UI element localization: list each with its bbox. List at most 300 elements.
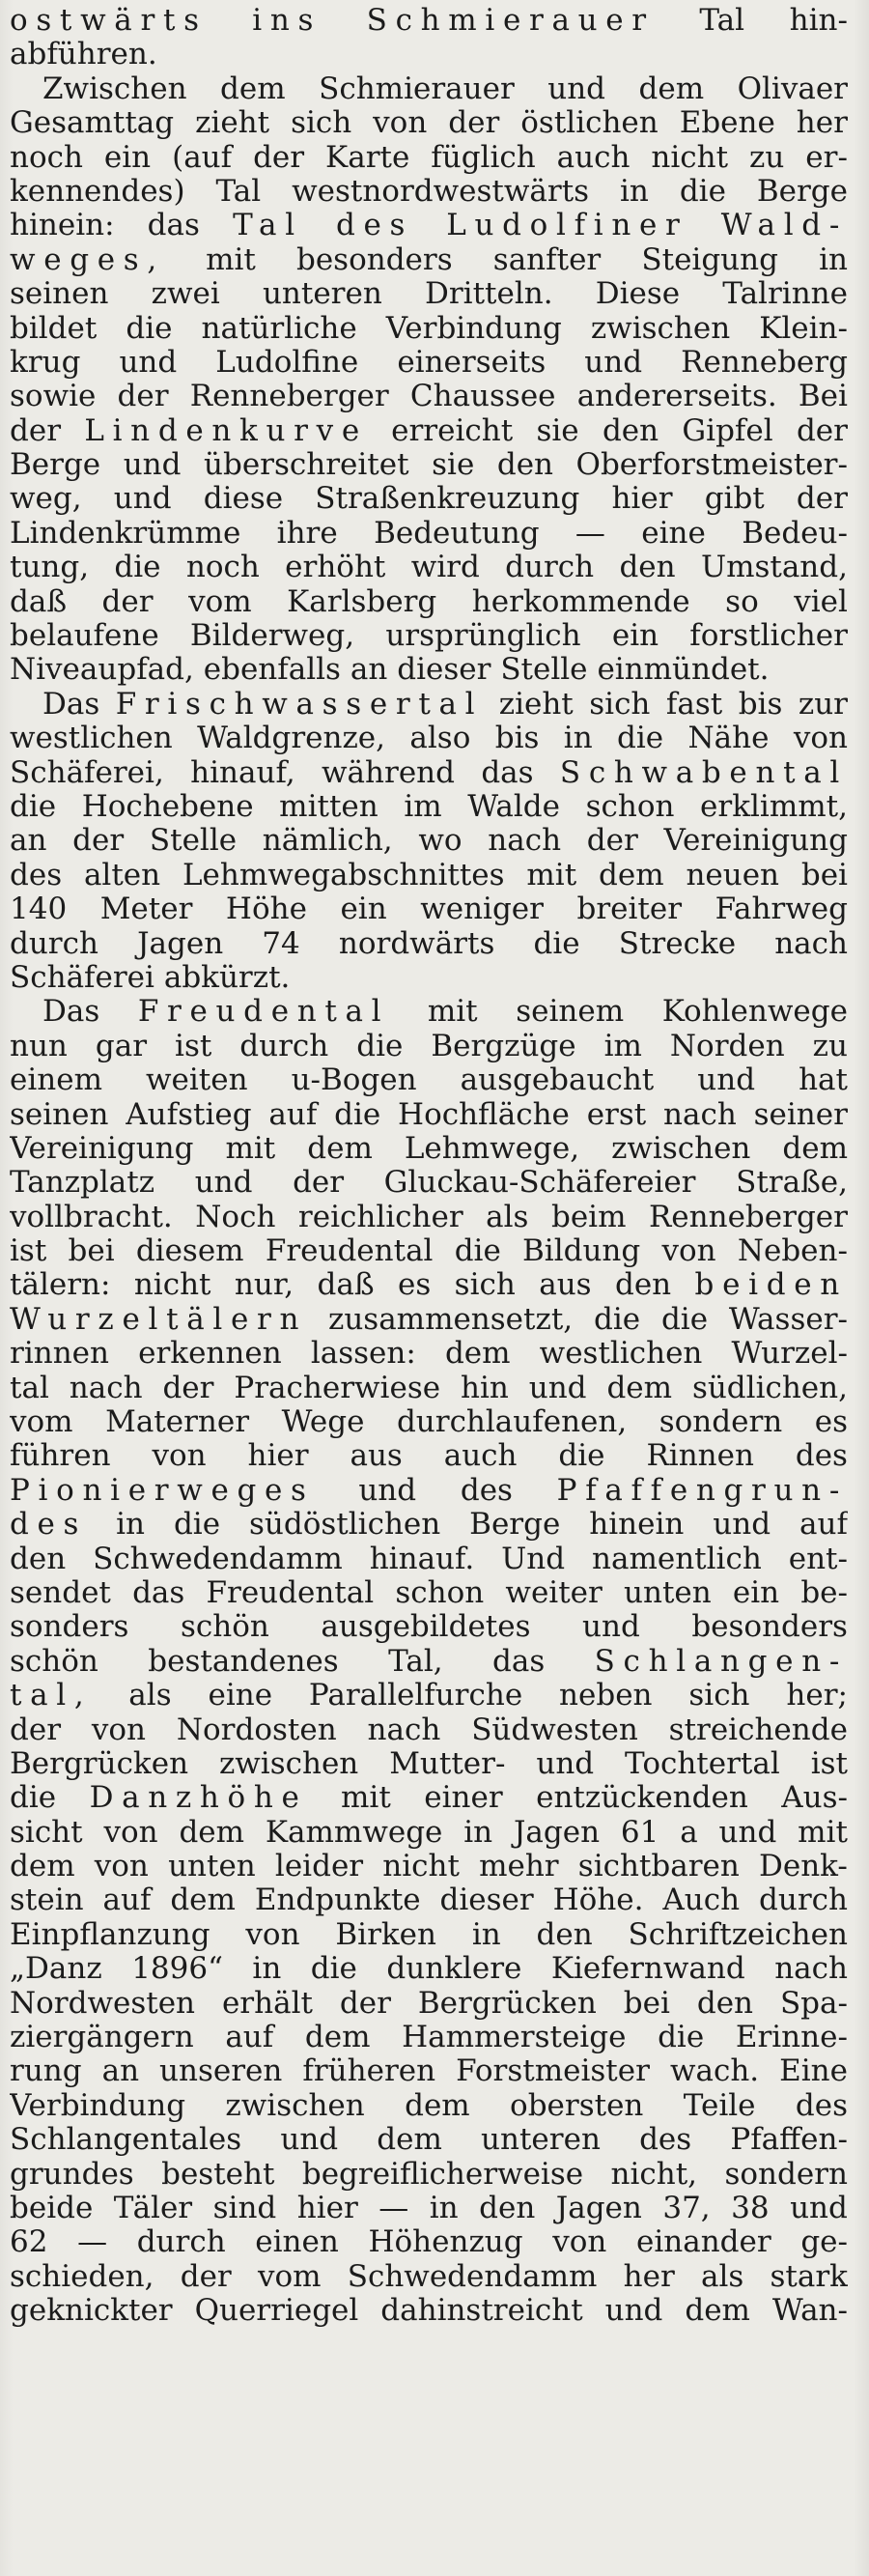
word: besteht xyxy=(161,2157,275,2192)
word: bestandenes xyxy=(148,1644,339,1679)
text-line xyxy=(10,1781,848,1815)
word: Nordosten xyxy=(176,1713,337,1747)
word: Schäferei xyxy=(10,960,154,995)
word: Bilderweg, xyxy=(189,619,355,654)
word: im xyxy=(404,789,442,824)
word: stark xyxy=(770,2259,848,2294)
word: Neben- xyxy=(737,1234,848,1269)
word: ein xyxy=(340,892,387,927)
word: Straßenkreuzung xyxy=(315,482,580,517)
word: auf xyxy=(102,1883,152,1918)
word: es xyxy=(814,1405,848,1440)
word: Lindenkrümme xyxy=(10,516,241,551)
word: erkennen xyxy=(138,1337,282,1372)
word: einen xyxy=(255,2225,339,2260)
word: krug xyxy=(10,345,81,380)
text-line xyxy=(10,2294,848,2328)
word: unteren xyxy=(481,2123,601,2158)
word: aus xyxy=(350,1439,403,1474)
word: hinauf. xyxy=(369,1542,475,1576)
word: hinauf, xyxy=(190,755,295,790)
word: ist xyxy=(810,1746,848,1781)
word: durch xyxy=(136,2225,226,2260)
word: südöstlichen xyxy=(249,1508,441,1543)
word: nach xyxy=(69,1371,143,1405)
word: be- xyxy=(800,1575,848,1610)
word: füglich xyxy=(431,140,536,175)
word: sie xyxy=(432,448,475,483)
word: nicht xyxy=(651,140,729,175)
word: das xyxy=(481,755,534,790)
text-line xyxy=(10,961,848,995)
text-line xyxy=(10,346,848,380)
word: eine xyxy=(208,1679,273,1713)
word: Berge xyxy=(10,448,101,483)
word: westlichen xyxy=(10,722,173,756)
word: schön xyxy=(180,1610,269,1645)
word: Schlangentales xyxy=(10,2123,242,2158)
word: den xyxy=(619,551,676,585)
text-line xyxy=(10,1508,848,1542)
text-line xyxy=(10,2260,848,2294)
word: geknickter xyxy=(10,2294,173,2329)
spaced-word: Freudental xyxy=(137,995,390,1030)
word: erreicht xyxy=(391,413,514,448)
word: Niveaupfad, xyxy=(10,653,194,688)
word: den xyxy=(602,413,659,448)
word: unten xyxy=(624,1575,712,1610)
word: auch xyxy=(443,1439,518,1474)
word: bei xyxy=(623,1986,670,2021)
word: obersten xyxy=(510,2088,644,2123)
word: Waldgrenze, xyxy=(197,722,386,756)
word: ist xyxy=(175,1029,212,1063)
word: her xyxy=(623,2259,675,2294)
word: südlichen, xyxy=(691,1371,848,1405)
word: Verbindung xyxy=(385,311,562,346)
word: — xyxy=(77,2225,108,2260)
word: nämlich, xyxy=(262,824,393,859)
word: nordwärts xyxy=(338,926,495,961)
word: Schmierauer xyxy=(319,71,515,106)
word: in xyxy=(819,242,848,277)
word: überschreitet xyxy=(204,448,409,483)
word: bis xyxy=(738,687,783,722)
spaced-word: ins xyxy=(252,4,322,38)
word: die xyxy=(593,1302,641,1337)
spaced-word: Danzhöhe xyxy=(89,1781,308,1816)
word: des xyxy=(795,1439,848,1474)
text-line xyxy=(10,756,848,790)
word: durch xyxy=(239,1029,329,1063)
word: tälern: xyxy=(10,1268,111,1303)
word: Jagen xyxy=(137,926,224,961)
text-line xyxy=(10,585,848,619)
word: Schriftzeichen xyxy=(628,1917,848,1952)
word: — xyxy=(378,2192,409,2225)
word: bildet xyxy=(10,311,98,346)
word: so xyxy=(725,584,759,619)
word: Aufstieg xyxy=(126,1097,252,1132)
word: 37, xyxy=(662,2192,711,2225)
word: in xyxy=(429,2192,459,2225)
word: nach xyxy=(663,1097,737,1132)
word: die xyxy=(658,2021,705,2055)
word: 140 xyxy=(10,892,68,927)
word: östlichen xyxy=(520,106,659,141)
text-line xyxy=(10,1850,848,1883)
text-line xyxy=(10,243,848,277)
word: und xyxy=(358,1473,417,1508)
word: sowie xyxy=(10,380,97,414)
word: Bei xyxy=(798,380,848,414)
word: in xyxy=(563,722,593,756)
word: durch xyxy=(759,1883,848,1918)
word: begreiflicherweise xyxy=(301,2157,584,2192)
word: hinein xyxy=(589,1508,685,1543)
word: Jagen xyxy=(513,1815,601,1850)
spaced-word: Schwabental xyxy=(559,755,848,790)
word: an xyxy=(350,653,388,688)
word: Mutter- xyxy=(389,1746,506,1781)
word: nur, xyxy=(234,1268,294,1303)
word: ist xyxy=(10,1234,47,1269)
text-line xyxy=(10,653,848,687)
word: Ludolfine xyxy=(215,345,359,380)
word: Bedeutung xyxy=(374,516,540,551)
word: besonders xyxy=(691,1610,848,1645)
word: von xyxy=(103,1815,158,1850)
word: streichende xyxy=(668,1713,848,1747)
word: dem xyxy=(220,71,286,106)
word: schon xyxy=(395,1575,485,1610)
word: bei xyxy=(800,858,848,892)
word: es xyxy=(397,1268,432,1303)
word: diese xyxy=(203,482,284,517)
text-line xyxy=(10,892,848,926)
word: dem xyxy=(307,1131,373,1166)
word: Bedeu- xyxy=(742,516,848,551)
spaced-word: des xyxy=(10,1508,88,1543)
word: Hochfläche xyxy=(398,1097,570,1132)
text-line xyxy=(10,448,848,482)
text-line xyxy=(10,1303,848,1337)
word: andererseits. xyxy=(576,380,777,414)
word: die xyxy=(660,1302,709,1337)
word: den xyxy=(496,448,553,483)
word: Pracherwiese xyxy=(234,1371,441,1405)
word: hinein: xyxy=(10,209,115,243)
text-line xyxy=(10,209,848,242)
word: Karte xyxy=(325,140,410,175)
word: tal xyxy=(10,1371,49,1405)
word: sicht xyxy=(10,1815,83,1850)
word: auf xyxy=(799,1508,848,1543)
word: namentlich xyxy=(592,1542,762,1576)
word: Das xyxy=(42,687,100,722)
word: von xyxy=(373,106,428,141)
word: Berge xyxy=(756,174,848,209)
word: einer xyxy=(424,1781,503,1816)
word: er- xyxy=(805,140,848,175)
word: der xyxy=(448,106,500,141)
word: natürliche xyxy=(201,311,357,346)
word: und xyxy=(790,2192,848,2225)
text-line xyxy=(10,1713,848,1747)
word: Birken xyxy=(335,1917,436,1952)
word: Stelle xyxy=(500,653,588,688)
word: diesem xyxy=(135,1234,244,1269)
text-line xyxy=(10,1883,848,1917)
word: Schwedendamm xyxy=(93,1542,343,1576)
text-line xyxy=(10,1063,848,1097)
text-line xyxy=(10,1439,848,1473)
word: die xyxy=(126,311,173,346)
word: als xyxy=(486,1200,529,1234)
text-line xyxy=(10,1405,848,1439)
word: ausgebaucht xyxy=(460,1063,655,1098)
word: Lehmwegabschnittes xyxy=(182,858,505,892)
spaced-word: Wurzeltälern xyxy=(10,1302,308,1337)
word: rung xyxy=(10,2054,82,2089)
word: Stelle xyxy=(149,824,238,859)
word: zwischen xyxy=(225,2088,365,2123)
text-line xyxy=(10,2054,848,2088)
word: den xyxy=(10,1542,67,1576)
word: sondern xyxy=(724,2157,848,2192)
word: lassen: xyxy=(310,1337,416,1372)
word: Lehmwege, xyxy=(404,1131,580,1166)
word: ebenfalls xyxy=(203,653,341,688)
word: mit xyxy=(341,1781,391,1816)
word: weg, xyxy=(10,482,82,517)
word: nach xyxy=(774,1952,848,1987)
word: sichtbaren xyxy=(577,1850,740,1884)
word: alten xyxy=(83,858,161,892)
word: weiter xyxy=(505,1575,603,1610)
word: sich xyxy=(291,106,352,141)
word: Das xyxy=(42,995,100,1030)
word: nicht, xyxy=(610,2157,698,2192)
word: nach xyxy=(367,1713,441,1747)
word: schieden, xyxy=(10,2259,154,2294)
word: des xyxy=(460,1473,513,1508)
word: entzückenden xyxy=(536,1781,748,1816)
word: zusammensetzt, xyxy=(327,1302,574,1337)
word: den xyxy=(536,1917,593,1952)
word: hin- xyxy=(789,4,848,38)
word: früheren xyxy=(302,2054,436,2089)
word: von xyxy=(94,1850,149,1884)
word: a xyxy=(680,1815,698,1850)
word: unseren xyxy=(159,2054,283,2089)
word: Gipfel xyxy=(682,413,773,448)
word: Klein- xyxy=(759,311,848,346)
spaced-word: tal, xyxy=(10,1679,93,1713)
word: und xyxy=(604,2294,663,2329)
word: von xyxy=(552,2225,607,2260)
word: dem xyxy=(444,1337,511,1372)
word: Renneberger xyxy=(189,380,389,414)
word: erst xyxy=(586,1097,647,1132)
word: den xyxy=(696,1986,753,2021)
word: her xyxy=(796,106,848,141)
word: einmündet. xyxy=(597,653,770,688)
word: gar xyxy=(95,1029,148,1063)
word: des xyxy=(639,2123,692,2158)
text-line xyxy=(10,824,848,858)
word: abkürzt. xyxy=(163,960,291,995)
text-line xyxy=(10,38,848,71)
word: Höhenzug xyxy=(368,2225,523,2260)
word: nun xyxy=(10,1029,68,1063)
spaced-word: beiden xyxy=(694,1268,848,1303)
word: auf xyxy=(268,1097,318,1132)
word: zur xyxy=(798,687,848,722)
word: nicht xyxy=(133,1268,211,1303)
word: dem xyxy=(179,1815,245,1850)
word: hin xyxy=(460,1371,509,1405)
text-line xyxy=(10,1918,848,1952)
word: Rinnen xyxy=(646,1439,754,1474)
word: dem xyxy=(405,2088,470,2123)
word: Nordwesten xyxy=(10,1986,196,2021)
word: dunklere xyxy=(386,1952,522,1987)
word: Teile xyxy=(683,2088,756,2123)
word: mit xyxy=(427,995,478,1030)
paragraph xyxy=(10,72,848,688)
word: hat xyxy=(799,1063,848,1098)
text-line xyxy=(10,72,848,106)
word: zwischen xyxy=(218,1746,359,1781)
word: der xyxy=(253,140,305,175)
word: Berge xyxy=(469,1508,561,1543)
word: Bergrücken xyxy=(417,1986,597,2021)
word: Nähe xyxy=(687,722,770,756)
text-line xyxy=(10,1952,848,1986)
text-line xyxy=(10,2158,848,2192)
word: 1896“ xyxy=(131,1952,223,1987)
text-line xyxy=(10,1132,848,1166)
word: Gesamttag xyxy=(10,106,175,141)
word: sich xyxy=(454,1268,516,1303)
word: Und xyxy=(501,1542,566,1576)
word: daß xyxy=(317,1268,375,1303)
text-line xyxy=(10,1201,848,1234)
word: reichlicher xyxy=(297,1200,463,1234)
word: Wan- xyxy=(771,2294,848,2329)
word: als xyxy=(128,1679,172,1713)
word: und xyxy=(713,1508,771,1543)
text-line xyxy=(10,175,848,209)
text-line xyxy=(10,1610,848,1644)
word: des xyxy=(795,2088,848,2123)
text-line xyxy=(10,859,848,892)
word: her; xyxy=(786,1679,848,1713)
word: tung, xyxy=(10,551,90,585)
text-line xyxy=(10,1030,848,1063)
word: viel xyxy=(794,584,848,619)
word: dieser xyxy=(439,1883,534,1918)
word: rinnen xyxy=(10,1337,109,1372)
word: daß xyxy=(10,584,68,619)
word: und xyxy=(119,345,178,380)
word: dem xyxy=(10,1850,75,1884)
word: und xyxy=(280,2123,339,2158)
word: ein xyxy=(732,1575,780,1610)
word: die xyxy=(533,926,580,961)
word: der xyxy=(10,1713,62,1747)
word: neben xyxy=(559,1679,653,1713)
word: an xyxy=(101,2054,140,2089)
word: Umstand, xyxy=(700,551,848,585)
word: Schwedendamm xyxy=(347,2259,598,2294)
word: dem xyxy=(685,2294,750,2329)
word: dieser xyxy=(397,653,491,688)
word: fast xyxy=(665,687,723,722)
word: dahinstreicht xyxy=(380,2294,583,2329)
word: abführen. xyxy=(10,38,157,72)
word: die xyxy=(334,1097,381,1132)
word: Dritteln. xyxy=(424,277,553,312)
word: des xyxy=(10,858,63,892)
word: auf xyxy=(225,2021,274,2055)
word: Straße, xyxy=(736,1166,848,1201)
spaced-word: Schlangen- xyxy=(594,1644,848,1679)
word: hier xyxy=(296,2192,358,2225)
word: noch xyxy=(185,551,260,585)
word: eine xyxy=(641,516,706,551)
word: im xyxy=(603,1029,642,1063)
word: Zwischen xyxy=(42,71,187,106)
word: ziergängern xyxy=(10,2021,194,2055)
word: und xyxy=(536,1746,595,1781)
word: Vereinigung xyxy=(10,1131,194,1166)
word: westnordwestwärts xyxy=(292,174,590,209)
spaced-word: Wald- xyxy=(720,209,848,243)
word: also xyxy=(409,722,471,756)
word: zu xyxy=(749,140,785,175)
word: die xyxy=(10,789,57,824)
text-line xyxy=(10,2123,848,2157)
word: beim xyxy=(550,1200,627,1234)
word: Fahrweg xyxy=(715,892,848,927)
word: Walde xyxy=(467,789,560,824)
word: 62 xyxy=(10,2225,48,2260)
text-line xyxy=(10,619,848,653)
text-line xyxy=(10,1747,848,1781)
word: zu xyxy=(812,1029,848,1063)
word: Parallelfurche xyxy=(308,1679,523,1713)
word: leider xyxy=(274,1850,364,1884)
word: Steigung xyxy=(641,242,778,277)
word: Ebene xyxy=(679,106,775,141)
word: 74 xyxy=(262,926,300,961)
word: bis xyxy=(494,722,540,756)
word: der xyxy=(293,1166,345,1201)
spaced-word: Frischwassertal xyxy=(115,687,484,722)
word: Wege xyxy=(281,1405,365,1440)
word: „Danz xyxy=(10,1952,102,1987)
word: von xyxy=(245,1917,300,1952)
word: dem xyxy=(170,1883,236,1918)
text-line xyxy=(10,380,848,413)
word: den xyxy=(614,1268,672,1303)
word: führen xyxy=(10,1439,111,1474)
word: Chaussee xyxy=(409,380,556,414)
word: mehr xyxy=(479,1850,559,1884)
word: einander xyxy=(636,2225,771,2260)
